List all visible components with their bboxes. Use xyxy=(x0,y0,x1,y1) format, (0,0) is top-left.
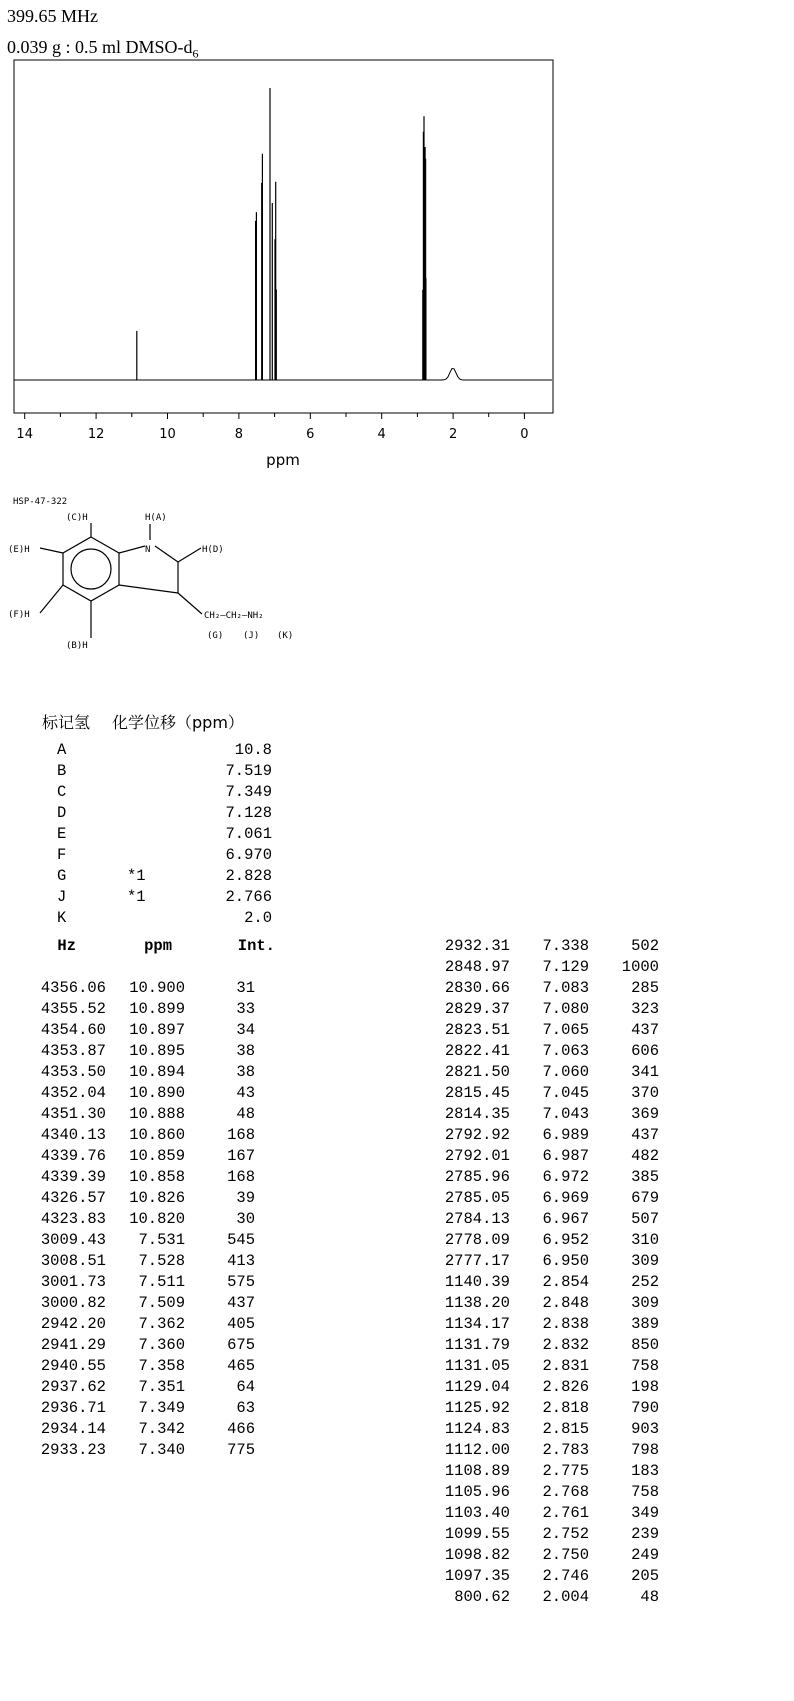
peak-hz: 4339.39 xyxy=(40,1168,106,1186)
peak-int: 370 xyxy=(631,1084,659,1102)
peak-ppm: 7.349 xyxy=(138,1399,185,1417)
peak-int: 39 xyxy=(236,1189,255,1207)
shift-value: 7.349 xyxy=(225,783,272,801)
label-side-chain: CH₂—CH₂—NH₂ xyxy=(204,611,264,621)
peak-int: 183 xyxy=(631,1462,659,1480)
peak-int: 437 xyxy=(227,1294,255,1312)
peak-ppm: 7.045 xyxy=(542,1084,589,1102)
shift-label: C xyxy=(57,783,67,801)
label-h-d: H(D) xyxy=(202,545,224,555)
peak-int: 309 xyxy=(631,1252,659,1270)
peak-int: 437 xyxy=(631,1021,659,1039)
peak-ppm: 10.894 xyxy=(129,1063,185,1081)
peak-hz: 2785.96 xyxy=(444,1168,510,1186)
peak-ppm: 2.746 xyxy=(542,1567,589,1585)
peak-int: 369 xyxy=(631,1105,659,1123)
peak-int: 675 xyxy=(227,1336,255,1354)
peak-hz: 2778.09 xyxy=(444,1231,510,1249)
peak-ppm: 7.080 xyxy=(542,1000,589,1018)
shift-value: 2.766 xyxy=(225,888,272,906)
peak-int: 385 xyxy=(631,1168,659,1186)
shift-label: D xyxy=(57,804,67,822)
shift-row xyxy=(57,783,297,804)
x-tick-label: 14 xyxy=(16,427,33,442)
peak-int: 323 xyxy=(631,1000,659,1018)
header-hz: Hz xyxy=(57,937,76,955)
shift-label: J xyxy=(57,888,67,906)
peak-hz: 4353.87 xyxy=(40,1042,106,1060)
peak-hz: 1108.89 xyxy=(444,1462,510,1480)
peak-hz: 2829.37 xyxy=(444,1000,510,1018)
peak-int: 413 xyxy=(227,1252,255,1270)
peak-ppm: 10.860 xyxy=(129,1126,185,1144)
peak-int: 64 xyxy=(236,1378,255,1396)
peak-hz: 4326.57 xyxy=(40,1189,106,1207)
peak-int: 349 xyxy=(631,1504,659,1522)
peak-int: 33 xyxy=(236,1000,255,1018)
peak-int: 758 xyxy=(631,1357,659,1375)
label-c-h: (C)H xyxy=(66,513,88,523)
peak-ppm: 2.815 xyxy=(542,1420,589,1438)
peak-ppm: 10.859 xyxy=(129,1147,185,1165)
peak-ppm: 10.826 xyxy=(129,1189,185,1207)
peak-hz: 1140.39 xyxy=(444,1273,510,1291)
peak-ppm: 7.083 xyxy=(542,979,589,997)
peak-int: 205 xyxy=(631,1567,659,1585)
shift-value: 7.519 xyxy=(225,762,272,780)
spectrometer-frequency: 399.65 MHz xyxy=(7,6,98,26)
shift-row xyxy=(57,846,297,867)
label-j: (J) xyxy=(243,631,260,641)
peak-int: 38 xyxy=(236,1042,255,1060)
col-label-header: 标记氢 xyxy=(42,713,91,732)
peak-int: 341 xyxy=(631,1063,659,1081)
peak-int: 31 xyxy=(236,979,255,997)
peak-ppm: 10.888 xyxy=(129,1105,185,1123)
peak-hz: 2830.66 xyxy=(444,979,510,997)
peak-ppm: 7.338 xyxy=(542,937,589,955)
peak-ppm: 6.972 xyxy=(542,1168,589,1186)
peak-int: 758 xyxy=(631,1483,659,1501)
sample-subscript: 6 xyxy=(192,46,199,61)
peak-int: 405 xyxy=(227,1315,255,1333)
peak-hz: 2785.05 xyxy=(444,1189,510,1207)
shift-label: K xyxy=(57,909,67,927)
peak-hz: 2932.31 xyxy=(444,937,510,955)
peak-ppm: 7.531 xyxy=(138,1231,185,1249)
shift-row xyxy=(57,909,297,930)
shift-value: 10.8 xyxy=(234,741,272,759)
peak-hz: 2792.01 xyxy=(444,1147,510,1165)
shift-row xyxy=(57,804,297,825)
peak-hz: 2848.97 xyxy=(444,958,510,976)
shift-label: F xyxy=(57,846,67,864)
x-tick-label: 6 xyxy=(306,427,315,442)
peak-ppm: 7.362 xyxy=(138,1315,185,1333)
peak-ppm: 7.351 xyxy=(138,1378,185,1396)
peak-hz: 2934.14 xyxy=(40,1420,106,1438)
peak-ppm: 7.360 xyxy=(138,1336,185,1354)
peak-ppm: 7.129 xyxy=(542,958,589,976)
peak-ppm: 2.854 xyxy=(542,1273,589,1291)
peak-hz: 2792.92 xyxy=(444,1126,510,1144)
peak-ppm: 10.858 xyxy=(129,1168,185,1186)
x-axis-label: ppm xyxy=(266,451,300,469)
peak-ppm: 2.783 xyxy=(542,1441,589,1459)
peak-hz: 1131.79 xyxy=(444,1336,510,1354)
peak-int: 168 xyxy=(227,1126,255,1144)
peak-ppm: 2.768 xyxy=(542,1483,589,1501)
peak-hz: 1138.20 xyxy=(444,1294,510,1312)
peak-int: 285 xyxy=(631,979,659,997)
peak-int: 507 xyxy=(631,1210,659,1228)
shift-note: *1 xyxy=(127,888,146,906)
peak-int: 437 xyxy=(631,1126,659,1144)
peak-ppm: 2.838 xyxy=(542,1315,589,1333)
peak-hz: 4352.04 xyxy=(40,1084,106,1102)
peak-int: 606 xyxy=(631,1042,659,1060)
peak-hz: 3000.82 xyxy=(40,1294,106,1312)
peak-ppm: 2.004 xyxy=(542,1588,589,1606)
peak-ppm: 10.820 xyxy=(129,1210,185,1228)
peak-hz: 1134.17 xyxy=(444,1315,510,1333)
peak-hz: 1129.04 xyxy=(444,1378,510,1396)
structure-bonds xyxy=(40,523,202,638)
peak-hz: 2942.20 xyxy=(40,1315,106,1333)
peak-int: 790 xyxy=(631,1399,659,1417)
shift-label: A xyxy=(57,741,67,759)
peak-int: 48 xyxy=(640,1588,659,1606)
peak-hz: 2933.23 xyxy=(40,1441,106,1459)
peak-ppm: 2.848 xyxy=(542,1294,589,1312)
peak-ppm: 6.969 xyxy=(542,1189,589,1207)
peak-int: 34 xyxy=(236,1021,255,1039)
peak-int: 309 xyxy=(631,1294,659,1312)
peak-int: 850 xyxy=(631,1336,659,1354)
peak-ppm: 7.511 xyxy=(138,1273,185,1291)
peak-ppm: 7.342 xyxy=(138,1420,185,1438)
peak-hz: 2821.50 xyxy=(444,1063,510,1081)
peak-int: 239 xyxy=(631,1525,659,1543)
peak-int: 48 xyxy=(236,1105,255,1123)
shift-row xyxy=(57,825,297,846)
peak-layer xyxy=(137,88,426,380)
shift-value: 7.128 xyxy=(225,804,272,822)
label-b-h: (B)H xyxy=(66,641,88,650)
peak-int: 198 xyxy=(631,1378,659,1396)
peak-int: 775 xyxy=(227,1441,255,1459)
peak-hz: 2814.35 xyxy=(444,1105,510,1123)
peak-ppm: 6.967 xyxy=(542,1210,589,1228)
peak-ppm: 7.063 xyxy=(542,1042,589,1060)
peak-ppm: 7.358 xyxy=(138,1357,185,1375)
peak-ppm: 6.989 xyxy=(542,1126,589,1144)
shift-row xyxy=(57,741,297,762)
nmr-spectrum-chart xyxy=(0,58,600,478)
peak-ppm: 7.043 xyxy=(542,1105,589,1123)
peak-hz: 2940.55 xyxy=(40,1357,106,1375)
peak-ppm: 2.750 xyxy=(542,1546,589,1564)
label-n: N xyxy=(145,545,151,555)
shift-label: E xyxy=(57,825,67,843)
shift-row xyxy=(57,867,297,888)
peak-hz: 2823.51 xyxy=(444,1021,510,1039)
peak-hz: 1131.05 xyxy=(444,1357,510,1375)
peak-hz: 2941.29 xyxy=(40,1336,106,1354)
peak-int: 798 xyxy=(631,1441,659,1459)
peak-ppm: 2.775 xyxy=(542,1462,589,1480)
shift-table-header xyxy=(42,710,244,733)
shift-value: 6.970 xyxy=(225,846,272,864)
peak-int: 168 xyxy=(227,1168,255,1186)
shift-note: *1 xyxy=(127,867,146,885)
peak-hz: 2815.45 xyxy=(444,1084,510,1102)
peak-hz: 4351.30 xyxy=(40,1105,106,1123)
plot-frame xyxy=(14,60,553,413)
peak-int: 389 xyxy=(631,1315,659,1333)
peak-ppm: 7.528 xyxy=(138,1252,185,1270)
peak-hz: 1105.96 xyxy=(444,1483,510,1501)
peak-int: 38 xyxy=(236,1063,255,1081)
peak-ppm: 6.987 xyxy=(542,1147,589,1165)
peak-int: 30 xyxy=(236,1210,255,1228)
spectrum-trace xyxy=(14,369,552,381)
peak-hz: 2777.17 xyxy=(444,1252,510,1270)
x-tick-label: 8 xyxy=(234,427,244,442)
shift-label: B xyxy=(57,762,67,780)
peak-ppm: 10.900 xyxy=(129,979,185,997)
peak-int: 63 xyxy=(236,1399,255,1417)
peak-int: 43 xyxy=(236,1084,255,1102)
peak-hz: 4353.50 xyxy=(40,1063,106,1081)
x-tick-label: 4 xyxy=(377,427,386,442)
shift-row xyxy=(57,762,297,783)
header-ppm: ppm xyxy=(144,937,172,955)
label-h-a: H(A) xyxy=(145,513,167,523)
label-k: (K) xyxy=(277,631,294,641)
peak-ppm: 2.831 xyxy=(542,1357,589,1375)
peak-hz: 4355.52 xyxy=(40,1000,106,1018)
shift-label: G xyxy=(57,867,67,885)
peak-ppm: 7.065 xyxy=(542,1021,589,1039)
sample-description-text: 0.039 g : 0.5 ml DMSO-d xyxy=(7,37,193,57)
x-tick-label: 12 xyxy=(87,427,105,442)
x-axis-ticks xyxy=(16,413,528,442)
peak-ppm: 10.895 xyxy=(129,1042,185,1060)
peak-ppm: 2.818 xyxy=(542,1399,589,1417)
peak-ppm: 10.899 xyxy=(129,1000,185,1018)
peak-int: 482 xyxy=(631,1147,659,1165)
peak-int: 466 xyxy=(227,1420,255,1438)
peak-ppm: 2.832 xyxy=(542,1336,589,1354)
peak-int: 545 xyxy=(227,1231,255,1249)
peak-ppm: 6.952 xyxy=(542,1231,589,1249)
col-shift-header: 化学位移（ppm） xyxy=(112,713,244,732)
peak-int: 167 xyxy=(227,1147,255,1165)
peak-int: 575 xyxy=(227,1273,255,1291)
peak-hz: 2822.41 xyxy=(444,1042,510,1060)
peak-hz: 3008.51 xyxy=(40,1252,106,1270)
peak-ppm: 2.761 xyxy=(542,1504,589,1522)
shift-table xyxy=(57,741,297,930)
peak-int: 502 xyxy=(631,937,659,955)
peak-ppm: 7.509 xyxy=(138,1294,185,1312)
label-f-h: (F)H xyxy=(8,610,30,620)
x-tick-label: 2 xyxy=(448,427,458,442)
header-int: Int. xyxy=(237,937,275,955)
peak-hz: 1097.35 xyxy=(444,1567,510,1585)
peak-hz: 1125.92 xyxy=(444,1399,510,1417)
peak-ppm: 6.950 xyxy=(542,1252,589,1270)
peak-hz: 3009.43 xyxy=(40,1231,106,1249)
peak-int: 465 xyxy=(227,1357,255,1375)
peak-hz: 1103.40 xyxy=(444,1504,510,1522)
shift-value: 2.0 xyxy=(244,909,272,927)
label-e-h: (E)H xyxy=(8,545,30,555)
molecule-structure xyxy=(0,490,320,650)
peak-int: 1000 xyxy=(621,958,659,976)
peak-hz: 4339.76 xyxy=(40,1147,106,1165)
peak-hz: 1098.82 xyxy=(444,1546,510,1564)
peak-int: 310 xyxy=(631,1231,659,1249)
peak-hz: 4354.60 xyxy=(40,1021,106,1039)
peak-hz: 1124.83 xyxy=(444,1420,510,1438)
peak-hz: 2936.71 xyxy=(40,1399,106,1417)
x-tick-label: 0 xyxy=(520,427,529,442)
x-tick-label: 10 xyxy=(159,427,176,442)
peak-ppm: 2.752 xyxy=(542,1525,589,1543)
peak-hz: 800.62 xyxy=(454,1588,510,1606)
peak-ppm: 10.890 xyxy=(129,1084,185,1102)
peak-int: 679 xyxy=(631,1189,659,1207)
structure-code: HSP-47-322 xyxy=(13,497,68,507)
peak-hz: 1099.55 xyxy=(444,1525,510,1543)
peak-hz: 2784.13 xyxy=(444,1210,510,1228)
peak-hz: 2937.62 xyxy=(40,1378,106,1396)
peak-hz: 4356.06 xyxy=(40,979,106,997)
peak-ppm: 7.340 xyxy=(138,1441,185,1459)
label-g: (G) xyxy=(207,631,224,641)
peak-ppm: 7.060 xyxy=(542,1063,589,1081)
peak-ppm: 2.826 xyxy=(542,1378,589,1396)
shift-value: 2.828 xyxy=(225,867,272,885)
peak-hz: 1112.00 xyxy=(444,1441,510,1459)
peak-hz: 3001.73 xyxy=(40,1273,106,1291)
peak-hz: 4323.83 xyxy=(40,1210,106,1228)
shift-row xyxy=(57,888,297,909)
peak-int: 249 xyxy=(631,1546,659,1564)
peak-int: 252 xyxy=(631,1273,659,1291)
peak-ppm: 10.897 xyxy=(129,1021,185,1039)
shift-value: 7.061 xyxy=(225,825,272,843)
peak-hz: 4340.13 xyxy=(40,1126,106,1144)
peak-int: 903 xyxy=(631,1420,659,1438)
